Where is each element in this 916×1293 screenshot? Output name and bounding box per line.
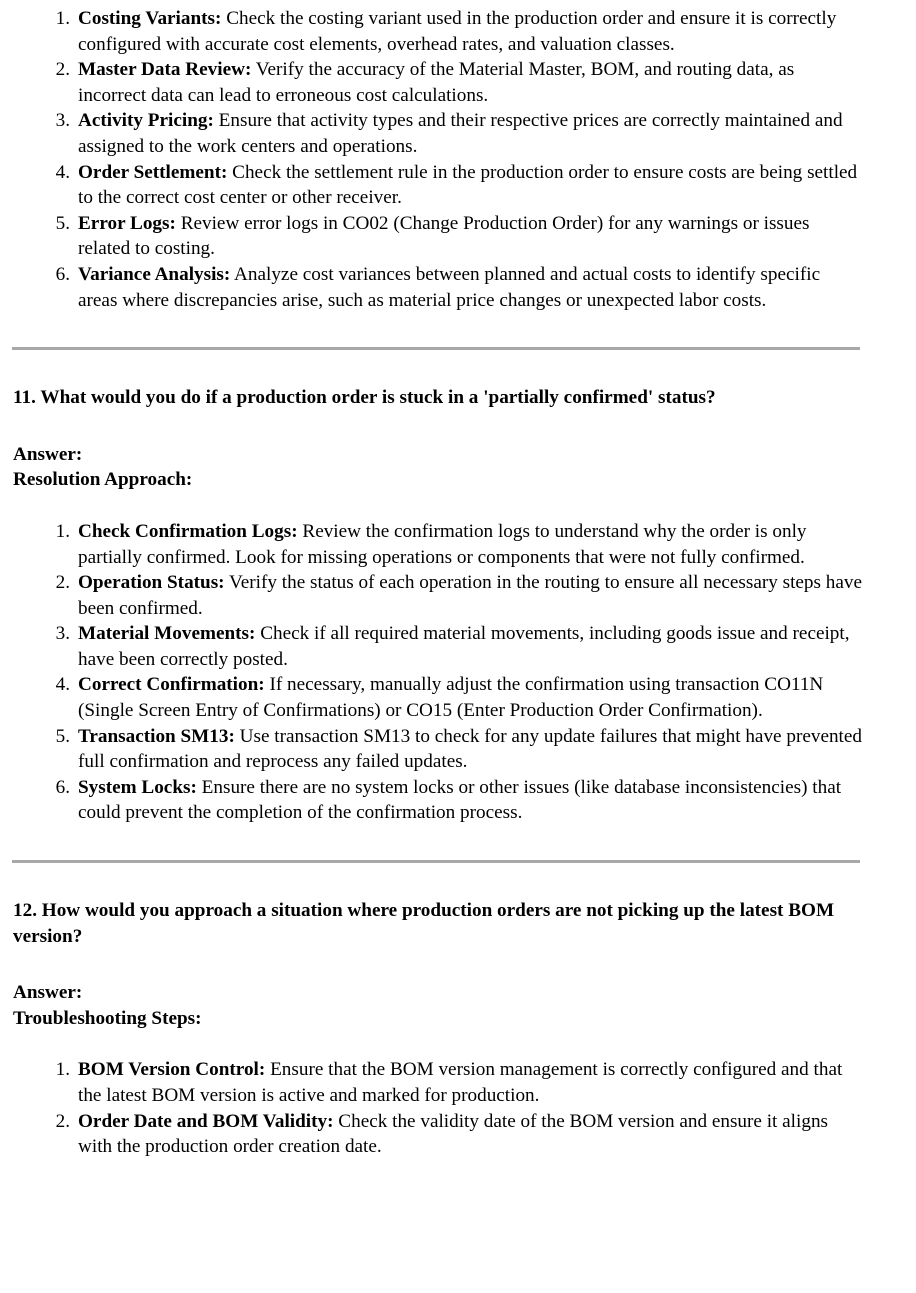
list-item-body: Check the settlement rule in the production order to ensure costs are being settled to the correct cost center or other receiver. (78, 161, 858, 209)
list-item-body: If necessary, manually adjust the confirmation using transaction CO11N (Single Screen Entry of Confirmations) or CO15 (Enter Production Order Confirmation). (78, 674, 824, 722)
spacer-before-q11-list (0, 493, 916, 519)
list-item-lead: Transaction SM13: (78, 725, 235, 747)
list-item-lead: Master Data Review: (78, 59, 252, 81)
list-item-lead: Operation Status: (78, 572, 225, 594)
list-item-lead: Costing Variants: (78, 8, 222, 29)
list-item-body: Ensure that activity types and their respective prices are correctly maintained and assigned to the work centers and operations. (78, 110, 843, 157)
list-item-number: 6. (55, 263, 70, 285)
list-item-number: 2. (55, 59, 70, 81)
list-item (0, 262, 862, 313)
list-item (0, 57, 862, 108)
list-item-body: Check the validity date of the BOM version and ensure it aligns with the production order creation date. (78, 1110, 828, 1158)
list-item (0, 211, 862, 262)
list-item-number: 1. (55, 520, 70, 542)
list-item (0, 1057, 862, 1108)
list-item-body: Check the costing variant used in the production order and ensure it is correctly configured with accurate cost elements, overhead rates, and valuation classes. (78, 8, 837, 55)
list-item (0, 6, 862, 57)
list-item-number: 3. (55, 623, 70, 645)
section-12-ordered-list (0, 1057, 862, 1159)
list-item-lead: Correct Confirmation: (78, 674, 265, 696)
section-11-ordered-list (0, 519, 862, 826)
list-item (0, 672, 862, 723)
list-item-number: 2. (55, 572, 70, 594)
list-item (0, 108, 862, 159)
list-item-lead: Material Movements: (78, 623, 256, 645)
section-12-list-block (0, 1057, 916, 1159)
list-item-body: Check if all required material movements, including goods issue and receipt, have been correctly posted. (78, 623, 850, 670)
list-item-body: Ensure that the BOM version management is correctly configured and that the latest BOM version is active and marked for production. (78, 1059, 843, 1106)
list-item-number: 4. (55, 674, 70, 696)
spacer-after-q12-heading (0, 949, 916, 980)
list-item (0, 570, 862, 621)
list-item-lead: Variance Analysis: (78, 263, 231, 285)
list-item-number: 2. (55, 1110, 70, 1132)
list-item-number: 5. (55, 725, 70, 747)
list-item-number: 4. (55, 161, 70, 183)
spacer-after-rule-1 (0, 350, 916, 385)
list-item-number: 3. (55, 110, 70, 132)
list-item-body: Ensure there are no system locks or other issues (like database inconsistencies) that could prevent the completion of the confirmation process. (78, 776, 842, 824)
list-item-number: 1. (55, 8, 70, 29)
question-12-heading: 12. How would you approach a situation where production orders are not picking up the latest BOM version? (13, 900, 835, 947)
spacer-after-q11-heading (0, 411, 916, 442)
section-10-ordered-list (0, 6, 862, 313)
list-item-lead: Order Date and BOM Validity: (78, 1110, 334, 1132)
list-item (0, 519, 862, 570)
list-item-lead: Activity Pricing: (78, 110, 214, 132)
question-12-sub-label: Troubleshooting Steps: (13, 1007, 202, 1029)
question-12-answer-label: Answer: (13, 982, 83, 1004)
section-11-list-block (0, 519, 916, 826)
list-item-body: Verify the accuracy of the Material Master, BOM, and routing data, as incorrect data can lead to erroneous cost calculations. (78, 59, 795, 106)
question-11-answer-label: Answer: (13, 443, 83, 465)
list-item-lead: Check Confirmation Logs: (78, 520, 298, 542)
list-item-lead: BOM Version Control: (78, 1059, 266, 1081)
list-item-body: Analyze cost variances between planned and actual costs to identify specific areas where discrepancies arise, such as material price changes or unexpected labor costs. (78, 263, 821, 311)
list-item-lead: Order Settlement: (78, 161, 228, 183)
list-item-number: 1. (55, 1059, 70, 1081)
list-item (0, 621, 862, 672)
list-item-lead: System Locks: (78, 776, 197, 798)
spacer-before-rule-1 (0, 313, 916, 347)
question-11-sub-label: Resolution Approach: (13, 469, 193, 491)
spacer-before-rule-2 (0, 826, 916, 860)
list-item (0, 724, 862, 775)
list-item-lead: Error Logs: (78, 212, 176, 234)
list-item-body: Use transaction SM13 to check for any update failures that might have prevented full confirmation and reprocess any failed updates. (78, 725, 863, 773)
list-item-body: Review error logs in CO02 (Change Production Order) for any warnings or issues related to costing. (78, 212, 810, 260)
list-item (0, 1109, 862, 1160)
list-item-body: Verify the status of each operation in the routing to ensure all necessary steps have been confirmed. (78, 572, 863, 619)
list-item (0, 775, 862, 826)
list-item-number: 5. (55, 212, 70, 234)
list-item-number: 6. (55, 776, 70, 798)
spacer-before-q12-list (0, 1031, 916, 1057)
list-item (0, 160, 862, 211)
question-11-heading: 11. What would you do if a production order is stuck in a 'partially confirmed' status? (13, 387, 716, 409)
spacer-after-rule-2 (0, 863, 916, 898)
list-item-body: Review the confirmation logs to understand why the order is only partially confirmed. Look for missing operations or components that were not fully confirmed. (78, 520, 807, 568)
section-10-list-block (0, 6, 916, 313)
